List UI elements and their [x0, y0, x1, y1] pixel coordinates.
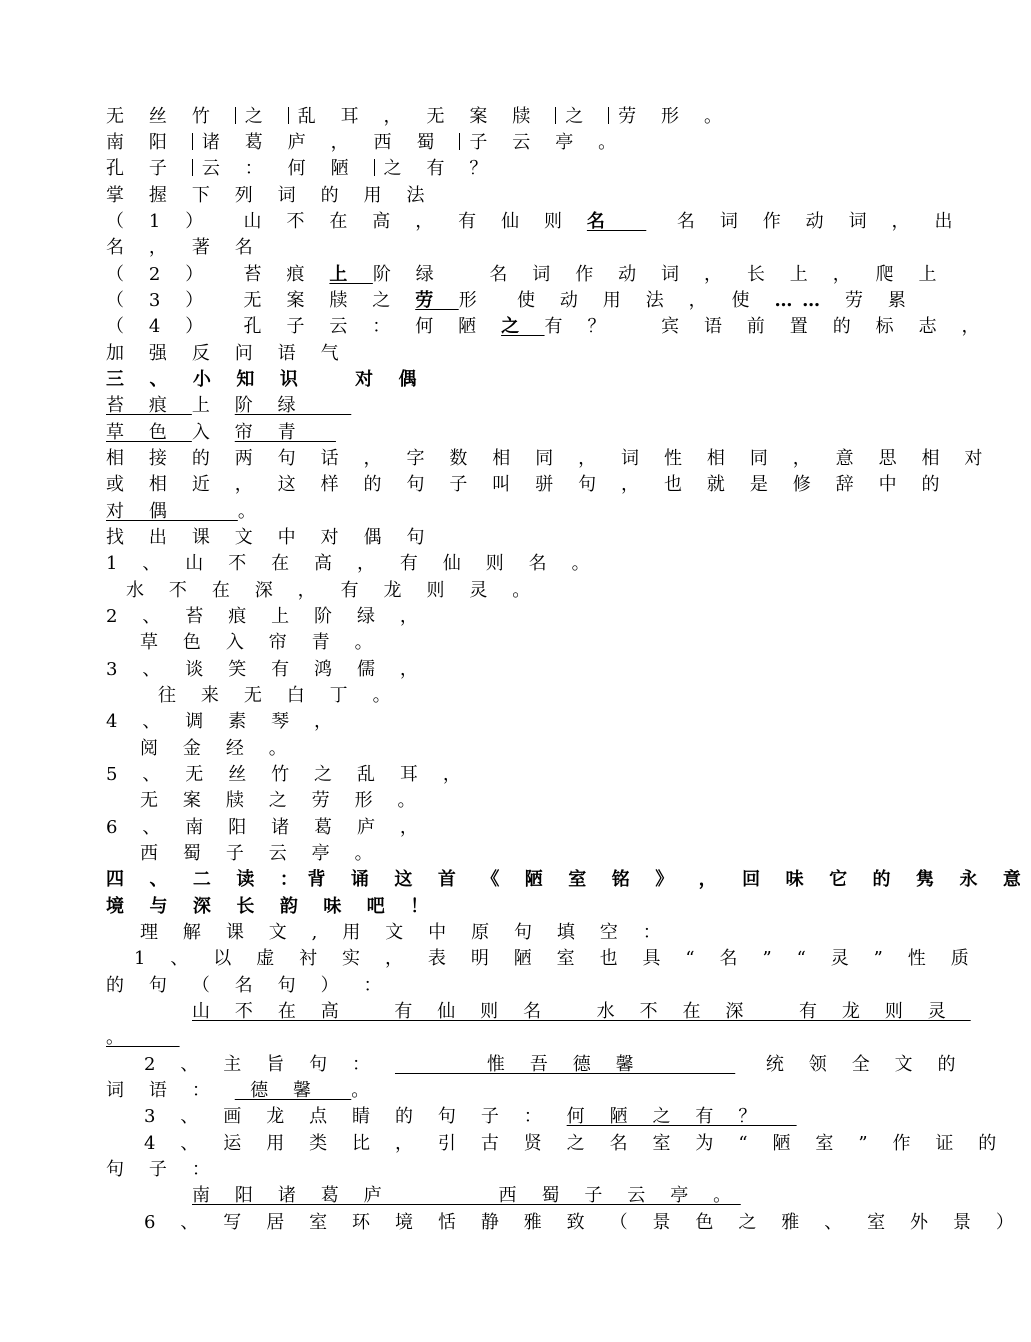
- text-line: [106, 815, 836, 841]
- text-line: [106, 973, 836, 999]
- text-line: [106, 472, 950, 498]
- text-span: 上: [329, 264, 373, 285]
- text-span: 5 、 无 丝 竹 之 乱 耳 ，: [106, 764, 471, 785]
- text-line: [106, 262, 947, 288]
- text-span: 劳 形 。: [618, 106, 732, 127]
- text-line: [106, 183, 836, 209]
- text-line: [106, 235, 836, 261]
- text-line: [106, 867, 1031, 893]
- text-span: 词 语 ：: [106, 1080, 235, 1101]
- divider-mark: [192, 133, 193, 150]
- text-line: [106, 367, 836, 393]
- text-span: 南 阳: [106, 132, 192, 153]
- text-span: （ 1 ） 山 不 在 高 ， 有 仙 则: [106, 211, 587, 232]
- text-span: 阶 绿 名 词 作 动 词 ， 长 上 ， 爬 上: [372, 264, 947, 285]
- text-span: 子 云 亭 。: [469, 132, 626, 153]
- text-span: 往 来 无 白 丁 。: [158, 685, 401, 706]
- text-span: 之: [244, 106, 288, 127]
- divider-mark: [192, 159, 193, 176]
- text-line: [106, 525, 836, 551]
- text-span: （ 4 ） 孔 子 云 ： 何 陋: [106, 316, 502, 337]
- text-line: [140, 788, 870, 814]
- text-line: [106, 446, 993, 472]
- text-span: 山 不 在 高 有 仙 则 名 水 不 在 深 有 龙 则 灵: [192, 1001, 971, 1022]
- text-line: [106, 393, 836, 419]
- text-span: 入: [191, 422, 235, 443]
- text-span: 帘 青: [234, 422, 336, 443]
- text-span: 之: [565, 106, 609, 127]
- text-line: [106, 894, 836, 920]
- text-span: 4 、 运 用 类 比 ， 引 古 贤 之 名 室 为 “ 陋 室 ” 作 证 的: [144, 1133, 1006, 1154]
- text-line: [106, 499, 836, 525]
- text-span: 三 、 小 知 识 对 偶: [106, 369, 427, 390]
- text-span: 6 、 南 阳 诸 葛 庐 ，: [106, 817, 428, 838]
- text-span: 上: [191, 395, 235, 416]
- text-line: [106, 1025, 836, 1051]
- divider-mark: [555, 107, 556, 124]
- text-span: 4 、 调 素 琴 ，: [106, 711, 342, 732]
- text-span: 1 、 山 不 在 高 ， 有 仙 则 名 。: [106, 553, 600, 574]
- text-line: [158, 683, 888, 709]
- text-span: 境 与 深 长 韵 味 吧 ！: [106, 896, 438, 917]
- text-line: [144, 1104, 874, 1130]
- text-line: [140, 630, 870, 656]
- text-span: 理 解 课 文 , 用 文 中 原 句 填 空 ：: [140, 922, 671, 943]
- text-line: [134, 946, 979, 972]
- text-line: [144, 1210, 1024, 1236]
- text-line: [192, 999, 971, 1025]
- text-span: 名: [586, 211, 647, 232]
- text-span: 德 馨: [234, 1080, 352, 1101]
- divider-mark: [288, 107, 289, 124]
- text-span: 统 领 全 文 的: [735, 1054, 966, 1075]
- text-line: [192, 1183, 922, 1209]
- text-span: 惟 吾 德 馨: [394, 1054, 736, 1075]
- text-span: 相 接 的 两 句 话 ， 字 数 相 同 ， 词 性 相 同 ， 意 思 相 对: [106, 448, 993, 469]
- text-line: [106, 1078, 836, 1104]
- divider-mark: [459, 133, 460, 150]
- text-span: 阶 绿: [234, 395, 352, 416]
- text-line: [106, 156, 836, 182]
- text-line: [106, 762, 836, 788]
- text-line: [106, 288, 916, 314]
- text-span: 四 、 二 读 ：背 诵 这 首 《 陋 室 铭 》 ， 回 味 它 的 隽 永 意: [106, 869, 1031, 890]
- divider-mark: [235, 107, 236, 124]
- text-line: [106, 1157, 836, 1183]
- text-span: 苔 痕: [106, 395, 192, 416]
- text-line: [106, 209, 963, 235]
- text-line: [106, 130, 836, 156]
- text-span: 无 丝 竹: [106, 106, 235, 127]
- text-span: 草 色: [106, 422, 192, 443]
- text-span: 句 子 ：: [106, 1159, 220, 1180]
- text-line: [106, 314, 990, 340]
- text-span: 3 、 画 龙 点 睛 的 句 子 ：: [144, 1106, 567, 1127]
- text-line: [106, 420, 836, 446]
- text-line: [144, 1052, 966, 1078]
- text-span: 劳 累: [829, 290, 916, 311]
- text-span: 之 有 ？: [383, 158, 497, 179]
- text-span: 草 色 入 帘 青 。: [140, 632, 383, 653]
- text-span: 名 词 作 动 词 ， 出: [646, 211, 963, 232]
- text-span: 1 、 以 虚 衬 实 ， 表 明 陋 室 也 具 “ 名 ” “ 灵 ” 性 质: [134, 948, 979, 969]
- text-span: 。: [237, 501, 266, 522]
- text-line: [106, 657, 836, 683]
- text-span: 劳: [415, 290, 459, 311]
- text-span: 2 、 主 旨 句 ：: [144, 1054, 395, 1075]
- text-line: [140, 736, 870, 762]
- text-span: 乱 耳 ， 无 案 牍: [297, 106, 556, 127]
- text-line: [106, 709, 836, 735]
- text-span: 。: [106, 1027, 180, 1048]
- text-line: [106, 104, 836, 130]
- text-span: 南 阳 诸 葛 庐 西 蜀 子 云 亭 。: [192, 1185, 741, 1206]
- text-span: 云 ： 何 陋: [201, 158, 374, 179]
- text-line: [106, 604, 836, 630]
- text-span: 之: [501, 316, 545, 337]
- text-span: ……: [774, 290, 830, 311]
- text-span: 的 句 （ 名 句 ） ：: [106, 975, 392, 996]
- text-line: [126, 578, 856, 604]
- text-line: [106, 551, 836, 577]
- text-span: 名 ， 著 名: [106, 237, 263, 258]
- text-span: 或 相 近 ， 这 样 的 句 子 叫 骈 句 ， 也 就 是 修 辞 中 的: [106, 474, 950, 495]
- text-line: [106, 341, 836, 367]
- text-span: 阅 金 经 。: [140, 738, 297, 759]
- text-span: 孔 子: [106, 158, 192, 179]
- text-line: [140, 920, 870, 946]
- text-span: 对 偶: [106, 501, 238, 522]
- text-span: 无 案 牍 之 劳 形 。: [140, 790, 426, 811]
- text-span: 诸 葛 庐 ， 西 蜀: [201, 132, 460, 153]
- text-span: （ 2 ） 苔 痕: [106, 264, 330, 285]
- text-span: 掌 握 下 列 词 的 用 法: [106, 185, 435, 206]
- text-span: 有 ？ 宾 语 前 置 的 标 志 ，: [544, 316, 990, 337]
- text-span: 。: [351, 1080, 379, 1101]
- text-span: 形 使 动 用 法 ， 使: [458, 290, 775, 311]
- text-span: 何 陋 之 有 ？: [566, 1106, 797, 1127]
- text-span: 西 蜀 子 云 亭 。: [140, 843, 383, 864]
- text-line: [144, 1131, 1006, 1157]
- divider-mark: [374, 159, 375, 176]
- text-span: 加 强 反 问 语 气: [106, 343, 349, 364]
- divider-mark: [608, 107, 609, 124]
- text-span: 3 、 谈 笑 有 鸿 儒 ，: [106, 659, 428, 680]
- text-span: 6 、 写 居 室 环 境 恬 静 雅 致 （ 景 色 之 雅 、 室 外 景 ）: [144, 1212, 1024, 1233]
- text-span: 水 不 在 深 ， 有 龙 则 灵 。: [126, 580, 540, 601]
- text-line: [140, 841, 870, 867]
- text-span: （ 3 ） 无 案 牍 之: [106, 290, 416, 311]
- text-span: 找 出 课 文 中 对 偶 句: [106, 527, 435, 548]
- text-span: 2 、 苔 痕 上 阶 绿 ，: [106, 606, 428, 627]
